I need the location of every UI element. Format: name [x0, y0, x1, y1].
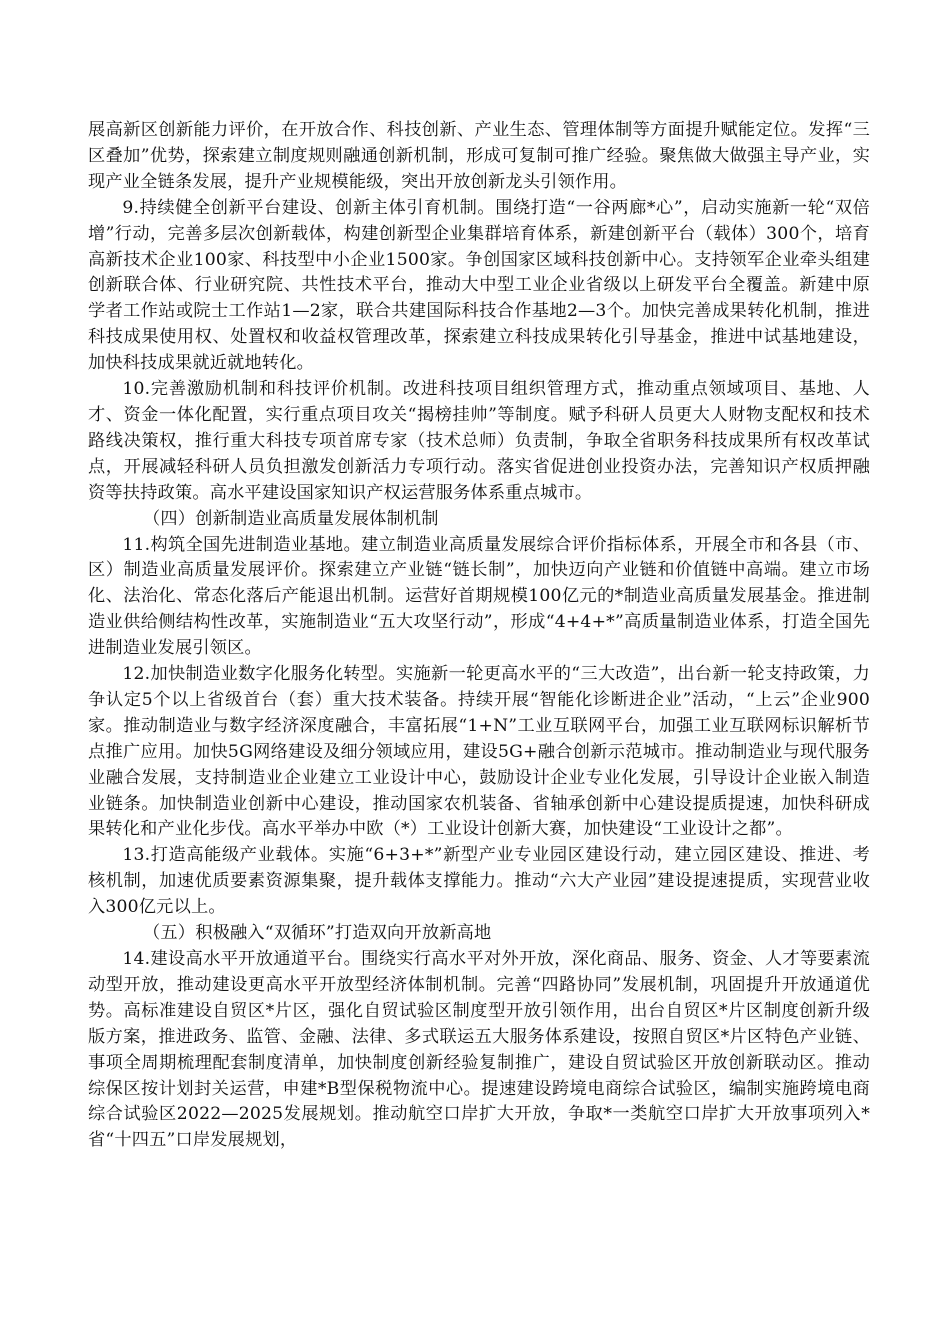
- paragraph-10-incentive-mechanism: 10.完善激励机制和科技评价机制。改进科技项目组织管理方式，推动重点领域项目、基地、人才、资金一体化配置，实行重点项目攻关“揭榜挂帅”等制度。赋予科研人员更大人财物支配权和技术路线决策权，推行重大科技专项首席专家（技术总师）负责制，争取全省职务科技成果所有权改革试点，开展减轻科研人员负担激发创新活力专项行动。落实省促进创业投资办法，完善知识产权质押融资等扶持政策。高水平建设国家知识产权运营服务体系重点城市。: [88, 379, 870, 503]
- section-heading-4: （四）创新制造业高质量发展体制机制: [143, 508, 439, 529]
- paragraph-12-digital-transformation: 12.加快制造业数字化服务化转型。实施新一轮更高水平的“三大改造”，出台新一轮支持政策，力争认定5个以上省级首台（套）重大技术装备。持续开展“智能化诊断进企业”活动，“上云”企业900家。推动制造业与数字经济深度融合，丰富拓展“1+N”工业互联网平台，加强工业互联网标识解析节点推广应用。加快5G网络建设及细分领域应用，建设5G+融合创新示范城市。推动制造业与现代服务业融合发展，支持制造业企业建立工业设计中心，鼓励设计企业专业化发展，引导设计企业嵌入制造业链条。加快制造业创新中心建设，推动国家农机装备、省轴承创新中心建设提质提速，加快科研成果转化和产业化步伐。高水平举办中欧（*）工业设计创新大赛，加快建设“工业设计之都”。: [88, 664, 870, 840]
- paragraph-14-open-channel-platform: 14.建设高水平开放通道平台。围绕实行高水平对外开放，深化商品、服务、资金、人才等要素流动型开放，推动建设更高水平开放型经济体制机制。完善“四路协同”发展机制，巩固提升开放通道优势。高标准建设自贸区*片区，强化自贸试验区制度型开放引领作用，出台自贸区*片区制度创新升级版方案，推进政务、监管、金融、法律、多式联运五大服务体系建设，按照自贸区*片区特色产业链、事项全周期梳理配套制度清单，加快制度创新经验复制推广，建设自贸试验区开放创新联动区。推动综保区按计划封关运营，申建*B型保税物流中心。提速建设跨境电商综合试验区，编制实施跨境电商综合试验区2022—2025发展规划。推动航空口岸扩大开放，争取*一类航空口岸扩大开放事项列入*省“十四五”口岸发展规划，: [88, 949, 870, 1151]
- paragraph-continuation: 展高新区创新能力评价，在开放合作、科技创新、产业生态、管理体制等方面提升赋能定位。发挥“三区叠加”优势，探索建立制度规则融通创新机制，形成可复制可推广经验。聚焦做大做强主导产业，实现产业全链条发展，提升产业规模能级，突出开放创新龙头引领作用。: [88, 120, 870, 192]
- paragraph-13-industrial-carrier: 13.打造高能级产业载体。实施“6+3+*”新型产业专业园区建设行动，建立园区建设、推进、考核机制，加速优质要素资源集聚，提升载体支撑能力。推动“六大产业园”建设提速提质，实现营业收入300亿元以上。: [88, 845, 870, 918]
- paragraph-9-innovation-platform: 9.持续健全创新平台建设、创新主体引育机制。围绕打造“一谷两廊*心”，启动实施新一轮“双倍增”行动，完善多层次创新载体，构建创新型企业集群培育体系，新建创新平台（载体）300个，培育高新技术企业100家、科技型中小企业1500家。争创国家区域科技创新中心。支持领军企业牵头组建创新联合体、行业研究院、共性技术平台，推动大中型工业企业省级以上研发平台全覆盖。新建中原学者工作站或院士工作站1—2家，联合共建国际科技合作基地2—3个。加快完善成果转化机制，推进科技成果使用权、处置权和收益权管理改革，探索建立科技成果转化引导基金，推进中试基地建设，加快科技成果就近就地转化。: [88, 197, 870, 374]
- paragraph-11-manufacturing-base: 11.构筑全国先进制造业基地。建立制造业高质量发展综合评价指标体系，开展全市和各县（市、区）制造业高质量发展评价。探索建立产业链“链长制”，加快迈向产业链和价值链中高端。建立市场化、法治化、常态化落后产能退出机制。运营好首期规模100亿元的*制造业高质量发展基金。推进制造业供给侧结构性改革，实施制造业“五大攻坚行动”，形成“4+4+*”高质量制造业体系，打造全国先进制造业发展引领区。: [88, 534, 870, 659]
- document-body: [88, 118, 870, 1154]
- section-heading-5: （五）积极融入“双循环”打造双向开放新高地: [143, 923, 492, 944]
